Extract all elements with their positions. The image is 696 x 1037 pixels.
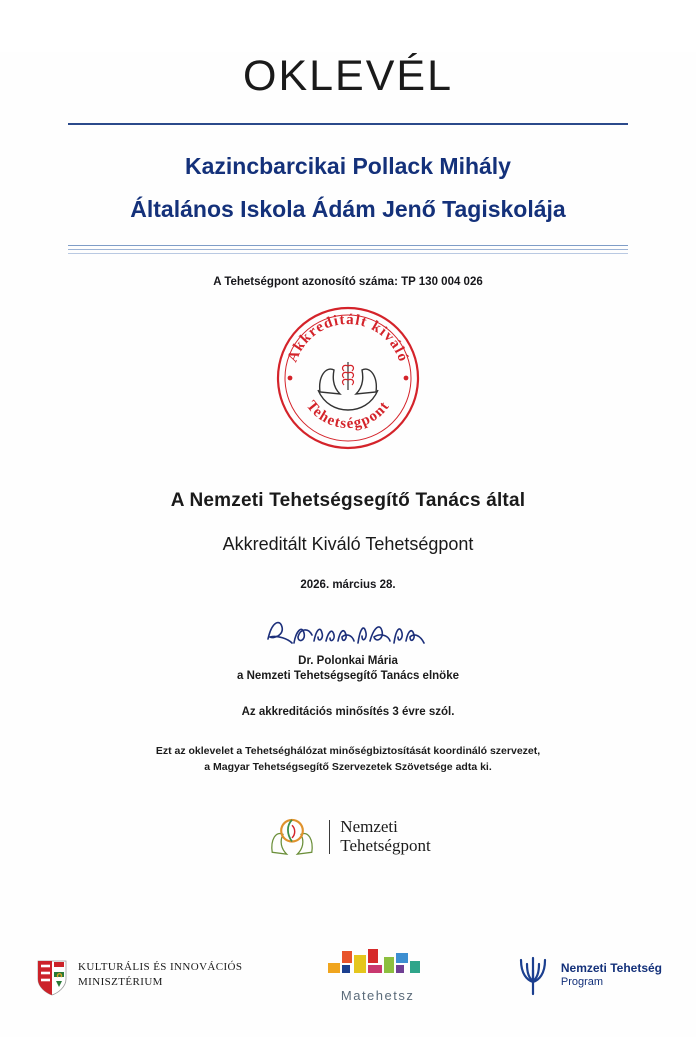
nemzeti-tehetsegpont-wordmark xyxy=(340,818,430,855)
identifier-line: A Tehetségpont azonosító száma: TP 130 004 026 xyxy=(213,276,483,288)
certificate-page xyxy=(0,52,696,1037)
page-title: OKLEVÉL xyxy=(243,52,453,100)
nemzeti-tehetseg-program-logo xyxy=(513,954,662,996)
divider-line-2 xyxy=(68,249,628,250)
issuer-note-line-2: a Magyar Tehetségsegítő Szervezetek Szövetsége adta ki. xyxy=(204,760,492,773)
divider-line-3 xyxy=(68,253,628,254)
program-line-2: Program xyxy=(560,975,604,988)
award-date: 2026. március 28. xyxy=(300,579,396,591)
matehetsz-logo xyxy=(324,947,432,1003)
hungary-coat-of-arms-icon xyxy=(34,953,70,997)
ministry-line-1: KULTURÁLIS ÉS INNOVÁCIÓS xyxy=(78,961,243,974)
tehetsegpont-mark-icon xyxy=(265,814,319,860)
ministry-wordmark xyxy=(78,960,242,990)
matehetsz-mark-icon xyxy=(324,947,432,989)
title-divider xyxy=(68,123,628,125)
issuer-note xyxy=(0,744,696,776)
nemzeti-tehetsegpont-logo xyxy=(0,814,696,860)
recipient-line-1: Kazincbarcikai Pollack Mihály xyxy=(185,153,511,179)
logo-separator xyxy=(329,820,330,854)
matehetsz-wordmark: Matehetsz xyxy=(340,988,415,1003)
divider-line-1 xyxy=(68,245,628,246)
award-line-1: A Nemzeti Tehetségsegítő Tanács által xyxy=(170,490,526,511)
tulip-icon xyxy=(513,954,553,996)
signature-role: a Nemzeti Tehetségsegítő Tanács elnöke xyxy=(237,670,459,682)
ministry-line-2: MINISZTÉRIUM xyxy=(78,976,163,988)
signature-container xyxy=(0,613,696,651)
award-block xyxy=(0,490,696,591)
ministry-logo xyxy=(34,953,242,997)
validity-note: Az akkreditációs minősítés 3 évre szól. xyxy=(241,706,455,718)
accreditation-seal-icon xyxy=(274,304,422,452)
wordmark-line-1: Nemzeti xyxy=(340,817,398,837)
seal-container xyxy=(0,304,696,452)
recipient-divider xyxy=(68,245,628,254)
svg-text:Akkreditált kiváló: Akkreditált kiváló xyxy=(284,311,412,365)
signature-name: Dr. Polonkai Mária xyxy=(298,655,398,667)
recipient-line-2: Általános Iskola Ádám Jenő Tagiskolája xyxy=(130,196,566,222)
footer-logos xyxy=(0,947,696,1003)
issuer-note-line-1: Ezt az oklevelet a Tehetséghálózat minőségbiztosítását koordináló szervezet, xyxy=(155,745,541,757)
svg-text:Tehetségpont: Tehetségpont xyxy=(302,398,394,433)
recipient-block xyxy=(0,155,696,221)
signature-icon xyxy=(258,613,438,653)
wordmark-line-2: Tehetségpont xyxy=(340,835,431,855)
program-line-1: Nemzeti Tehetség xyxy=(560,961,662,976)
award-line-2: Akkreditált Kiváló Tehetségpont xyxy=(222,534,474,554)
